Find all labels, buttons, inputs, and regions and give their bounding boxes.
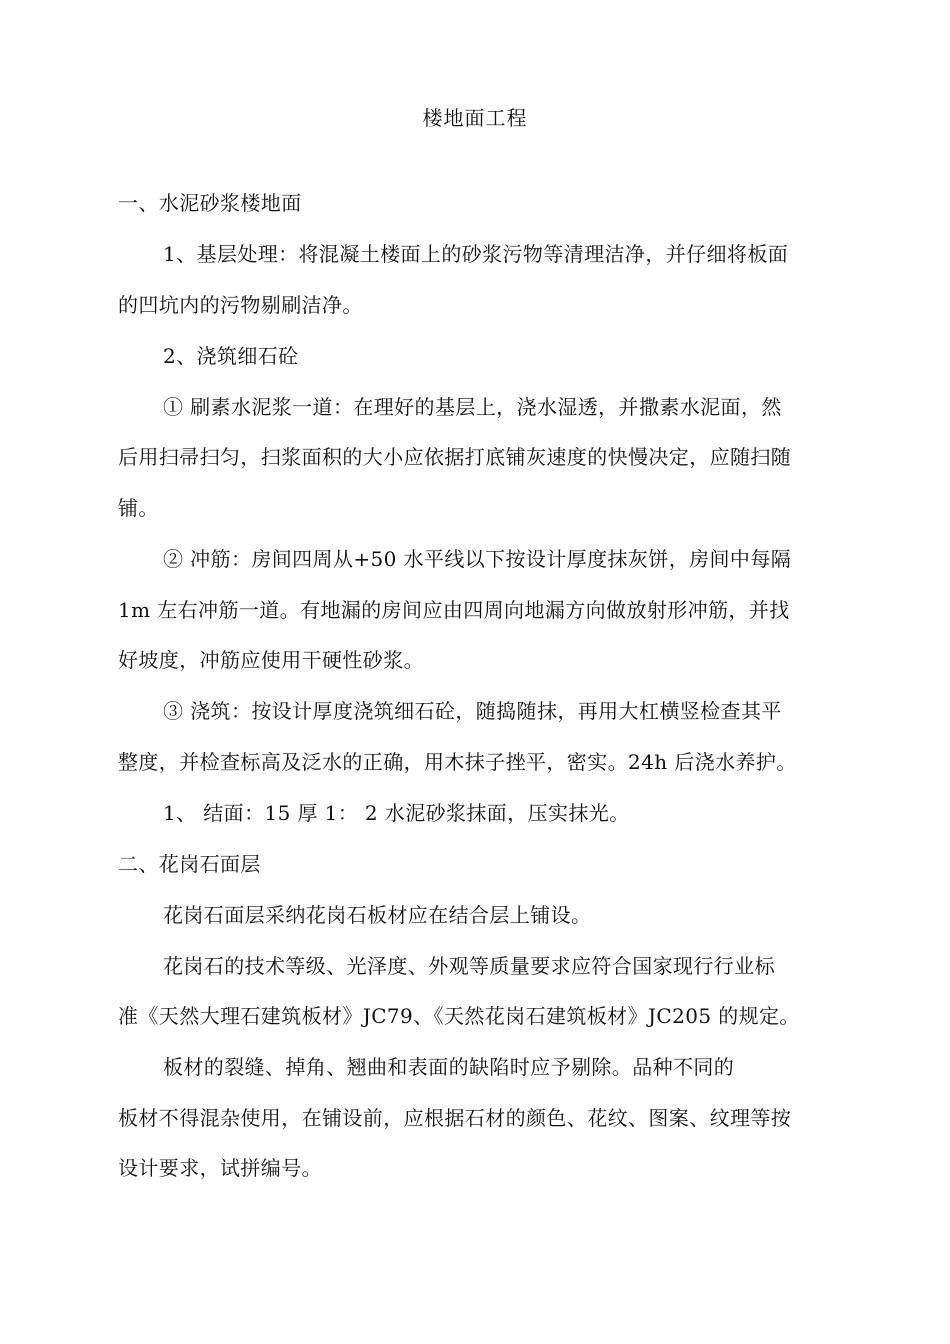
paragraph-line: 的凹坑内的污物剔刷洁净。: [118, 293, 363, 317]
paragraph-line: 1、 结面：15 厚 1： 2 水泥砂浆抹面，压实抹光。: [163, 801, 630, 825]
paragraph-line: 花岗石的技术等级、光泽度、外观等质量要求应符合国家现行行业标: [163, 954, 775, 978]
paragraph-line: ① 刷素水泥浆一道：在理好的基层上，浇水湿透，并撒素水泥面，然: [163, 395, 782, 419]
paragraph-line: ③ 浇筑：按设计厚度浇筑细石砼，随捣随抹，再用大杠横竖检查其平: [163, 699, 782, 723]
paragraph-line: 1、基层处理：将混凝土楼面上的砂浆污物等清理洁净，并仔细将板面: [163, 242, 789, 266]
page-title: 楼地面工程: [422, 106, 528, 130]
paragraph-line: 设计要求，试拼编号。: [118, 1156, 322, 1180]
section-heading-granite: 二、花岗石面层: [118, 852, 261, 876]
paragraph-line: 好坡度，冲筋应使用干硬性砂浆。: [118, 648, 424, 672]
paragraph-line: 1m 左右冲筋一道。有地漏的房间应由四周向地漏方向做放射形冲筋，并找: [118, 598, 790, 622]
paragraph-line: 准《天然大理石建筑板材》JC79、《天然花岗石建筑板材》JC205 的规定。: [118, 1004, 800, 1028]
paragraph-line: 后用扫帚扫匀，扫浆面积的大小应依据打底铺灰速度的快慢决定，应随扫随: [118, 445, 792, 469]
paragraph-line: 花岗石面层采纳花岗石板材应在结合层上铺设。: [163, 903, 592, 927]
paragraph-line: 板材不得混杂使用，在铺设前，应根据石材的颜色、花纹、图案、纹理等按: [118, 1106, 792, 1130]
subheading-pour-concrete: 2、浇筑细石砼: [163, 344, 299, 368]
paragraph-line: 板材的裂缝、掉角、翘曲和表面的缺陷时应予剔除。品种不同的: [163, 1055, 735, 1079]
paragraph-line: 铺。: [118, 496, 159, 520]
section-heading-cement-floor: 一、水泥砂浆楼地面: [118, 191, 302, 215]
paragraph-line: 整度，并检查标高及泛水的正确，用木抹子挫平，密实。24h 后浇水养护。: [118, 750, 797, 774]
paragraph-line: ② 冲筋：房间四周从+50 水平线以下按设计厚度抹灰饼，房间中每隔: [163, 547, 792, 571]
